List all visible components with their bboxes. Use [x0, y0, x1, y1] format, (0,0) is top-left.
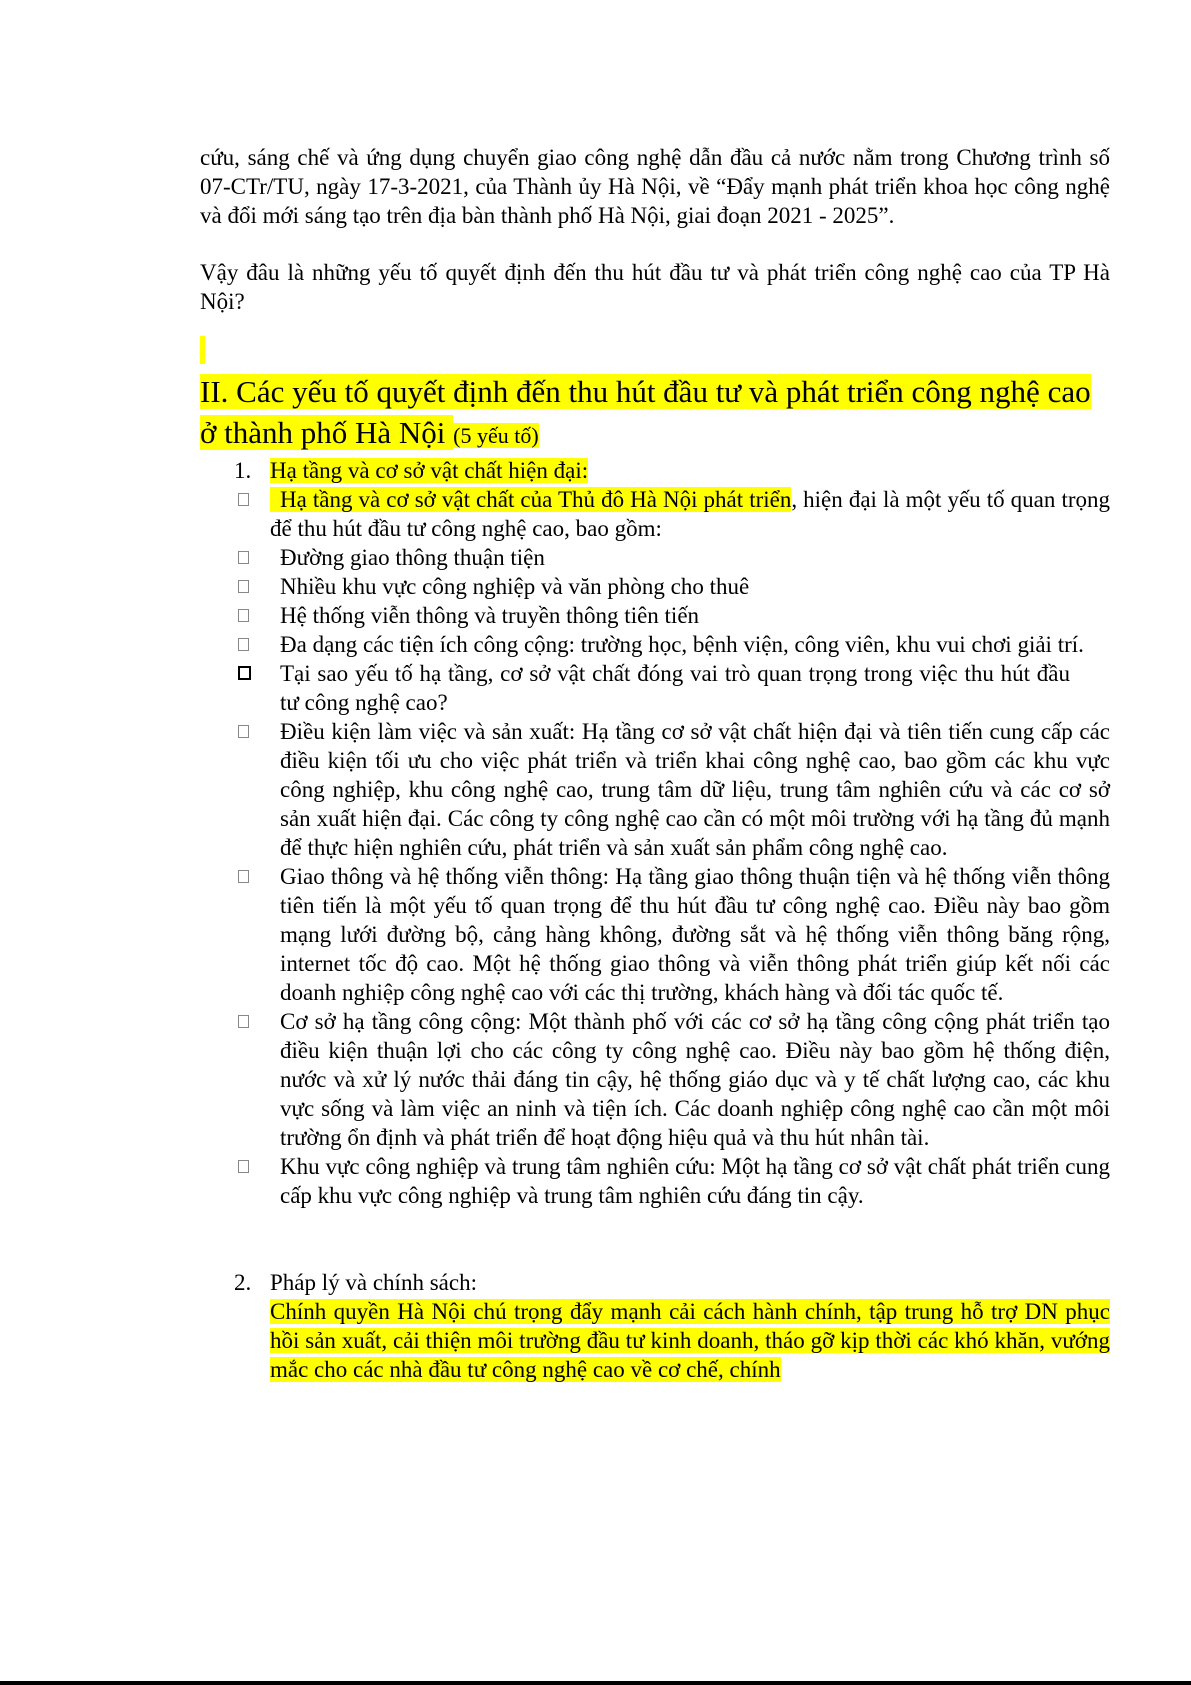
checkbox-icon: [238, 1015, 249, 1028]
checkbox-icon: [238, 580, 249, 593]
list-item: Cơ sở hạ tầng công cộng: Một thành phố với các cơ sở hạ tầng công cộng phát triển tạo điều kiện thuận lợi cho các công ty công nghệ cao. Điều này bao gồm hệ thống điện, nước và xử lý nước thải đáng tin cậy, hệ thống giáo dục và y tế chất lượng cao, các khu vực sống và làm việc an ninh và tiện ích. Các doanh nghiệp công nghệ cao cần một môi trường ổn định và phát triển để hoạt động hiệu quả và thu hút nhân tài.: [200, 1007, 1110, 1152]
heading-note: (5 yếu tố): [453, 423, 539, 448]
heading-main: II. Các yếu tố quyết định đến thu hút đầu tư và phát triển công nghệ cao ở thành phố Hà Nội: [200, 374, 1091, 450]
list-item: Hệ thống viễn thông và truyền thông tiên tiến: [200, 601, 1110, 630]
checkbox-icon: [238, 725, 249, 738]
section-heading: [200, 371, 1110, 456]
checkbox-icon: [238, 493, 249, 506]
checkbox-icon: [238, 666, 251, 680]
list-item: Điều kiện làm việc và sản xuất: Hạ tầng cơ sở vật chất hiện đại và tiên tiến cung cấp các điều kiện tối ưu cho việc phát triển và triển khai công nghệ cao, bao gồm các khu vực công nghiệp, khu công nghệ cao, trung tâm dữ liệu, trung tâm nghiên cứu và các cơ sở sản xuất hiện đại. Các công ty công nghệ cao cần có một môi trường với hạ tầng đủ mạnh để thực hiện nghiên cứu, phát triển và sản xuất sản phẩm công nghệ cao.: [200, 717, 1110, 862]
list-item: Đa dạng các tiện ích công cộng: trường học, bệnh viện, công viên, khu vui chơi giải trí.: [200, 630, 1110, 659]
intro-paragraph-1: cứu, sáng chế và ứng dụng chuyển giao công nghệ dẫn đầu cả nước nằm trong Chương trình số 07-CTr/TU, ngày 17-3-2021, của Thành ủy Hà Nội, về “Đẩy mạnh phát triển khoa học công nghệ và đổi mới sáng tạo trên địa bàn thành phố Hà Nội, giai đoạn 2021 - 2025”.: [200, 145, 1110, 228]
list-item: Khu vực công nghiệp và trung tâm nghiên cứu: Một hạ tầng cơ sở vật chất phát triển cung cấp khu vực công nghiệp và trung tâm nghiên cứu đáng tin cậy.: [200, 1152, 1110, 1210]
section-1-title: 1. Hạ tầng và cơ sở vật chất hiện đại:: [234, 458, 589, 483]
checkbox-icon: [238, 551, 249, 564]
section-2-body: Chính quyền Hà Nội chú trọng đẩy mạnh cải cách hành chính, tập trung hỗ trợ DN phục hồi sản xuất, cải thiện môi trường đầu tư kinh doanh, tháo gỡ kịp thời các khó khăn, vướng mắc cho các nhà đầu tư công nghệ cao về cơ chế, chính: [270, 1299, 1110, 1382]
list-item: Hạ tầng và cơ sở vật chất của Thủ đô Hà Nội phát triển, hiện đại là một yếu tố quan trọng để thu hút đầu tư công nghệ cao, bao gồm:: [200, 485, 1110, 543]
checkbox-icon: [238, 870, 249, 883]
checkbox-icon: [238, 1160, 249, 1173]
checkbox-icon: [238, 609, 249, 622]
list-item: Giao thông và hệ thống viễn thông: Hạ tầng giao thông thuận tiện và hệ thống viễn thông tiên tiến là một yếu tố quan trọng để thu hút đầu tư công nghệ cao. Điều này bao gồm mạng lưới đường bộ, cảng hàng không, đường sắt và hệ thống viễn thông băng rộng, internet tốc độ cao. Một hệ thống giao thông và viễn thông phát triển giúp kết nối các doanh nghiệp công nghệ cao với các thị trường, khách hàng và đối tác quốc tế.: [200, 862, 1110, 1007]
list-item: Đường giao thông thuận tiện: [200, 543, 1110, 572]
checkbox-icon: [238, 638, 249, 651]
page-bottom-edge: [0, 1681, 1191, 1685]
highlight-marker: [200, 336, 205, 364]
list-item: Nhiều khu vực công nghiệp và văn phòng cho thuê: [200, 572, 1110, 601]
question-item: Tại sao yếu tố hạ tầng, cơ sở vật chất đóng vai trò quan trọng trong việc thu hút đầu tư công nghệ cao?: [200, 659, 1110, 717]
section-2-title: 2. Pháp lý và chính sách:: [234, 1270, 477, 1295]
document-body: [200, 143, 1110, 1384]
intro-paragraph-2: Vậy đâu là những yếu tố quyết định đến thu hút đầu tư và phát triển công nghệ cao của TP Hà Nội?: [200, 260, 1110, 314]
